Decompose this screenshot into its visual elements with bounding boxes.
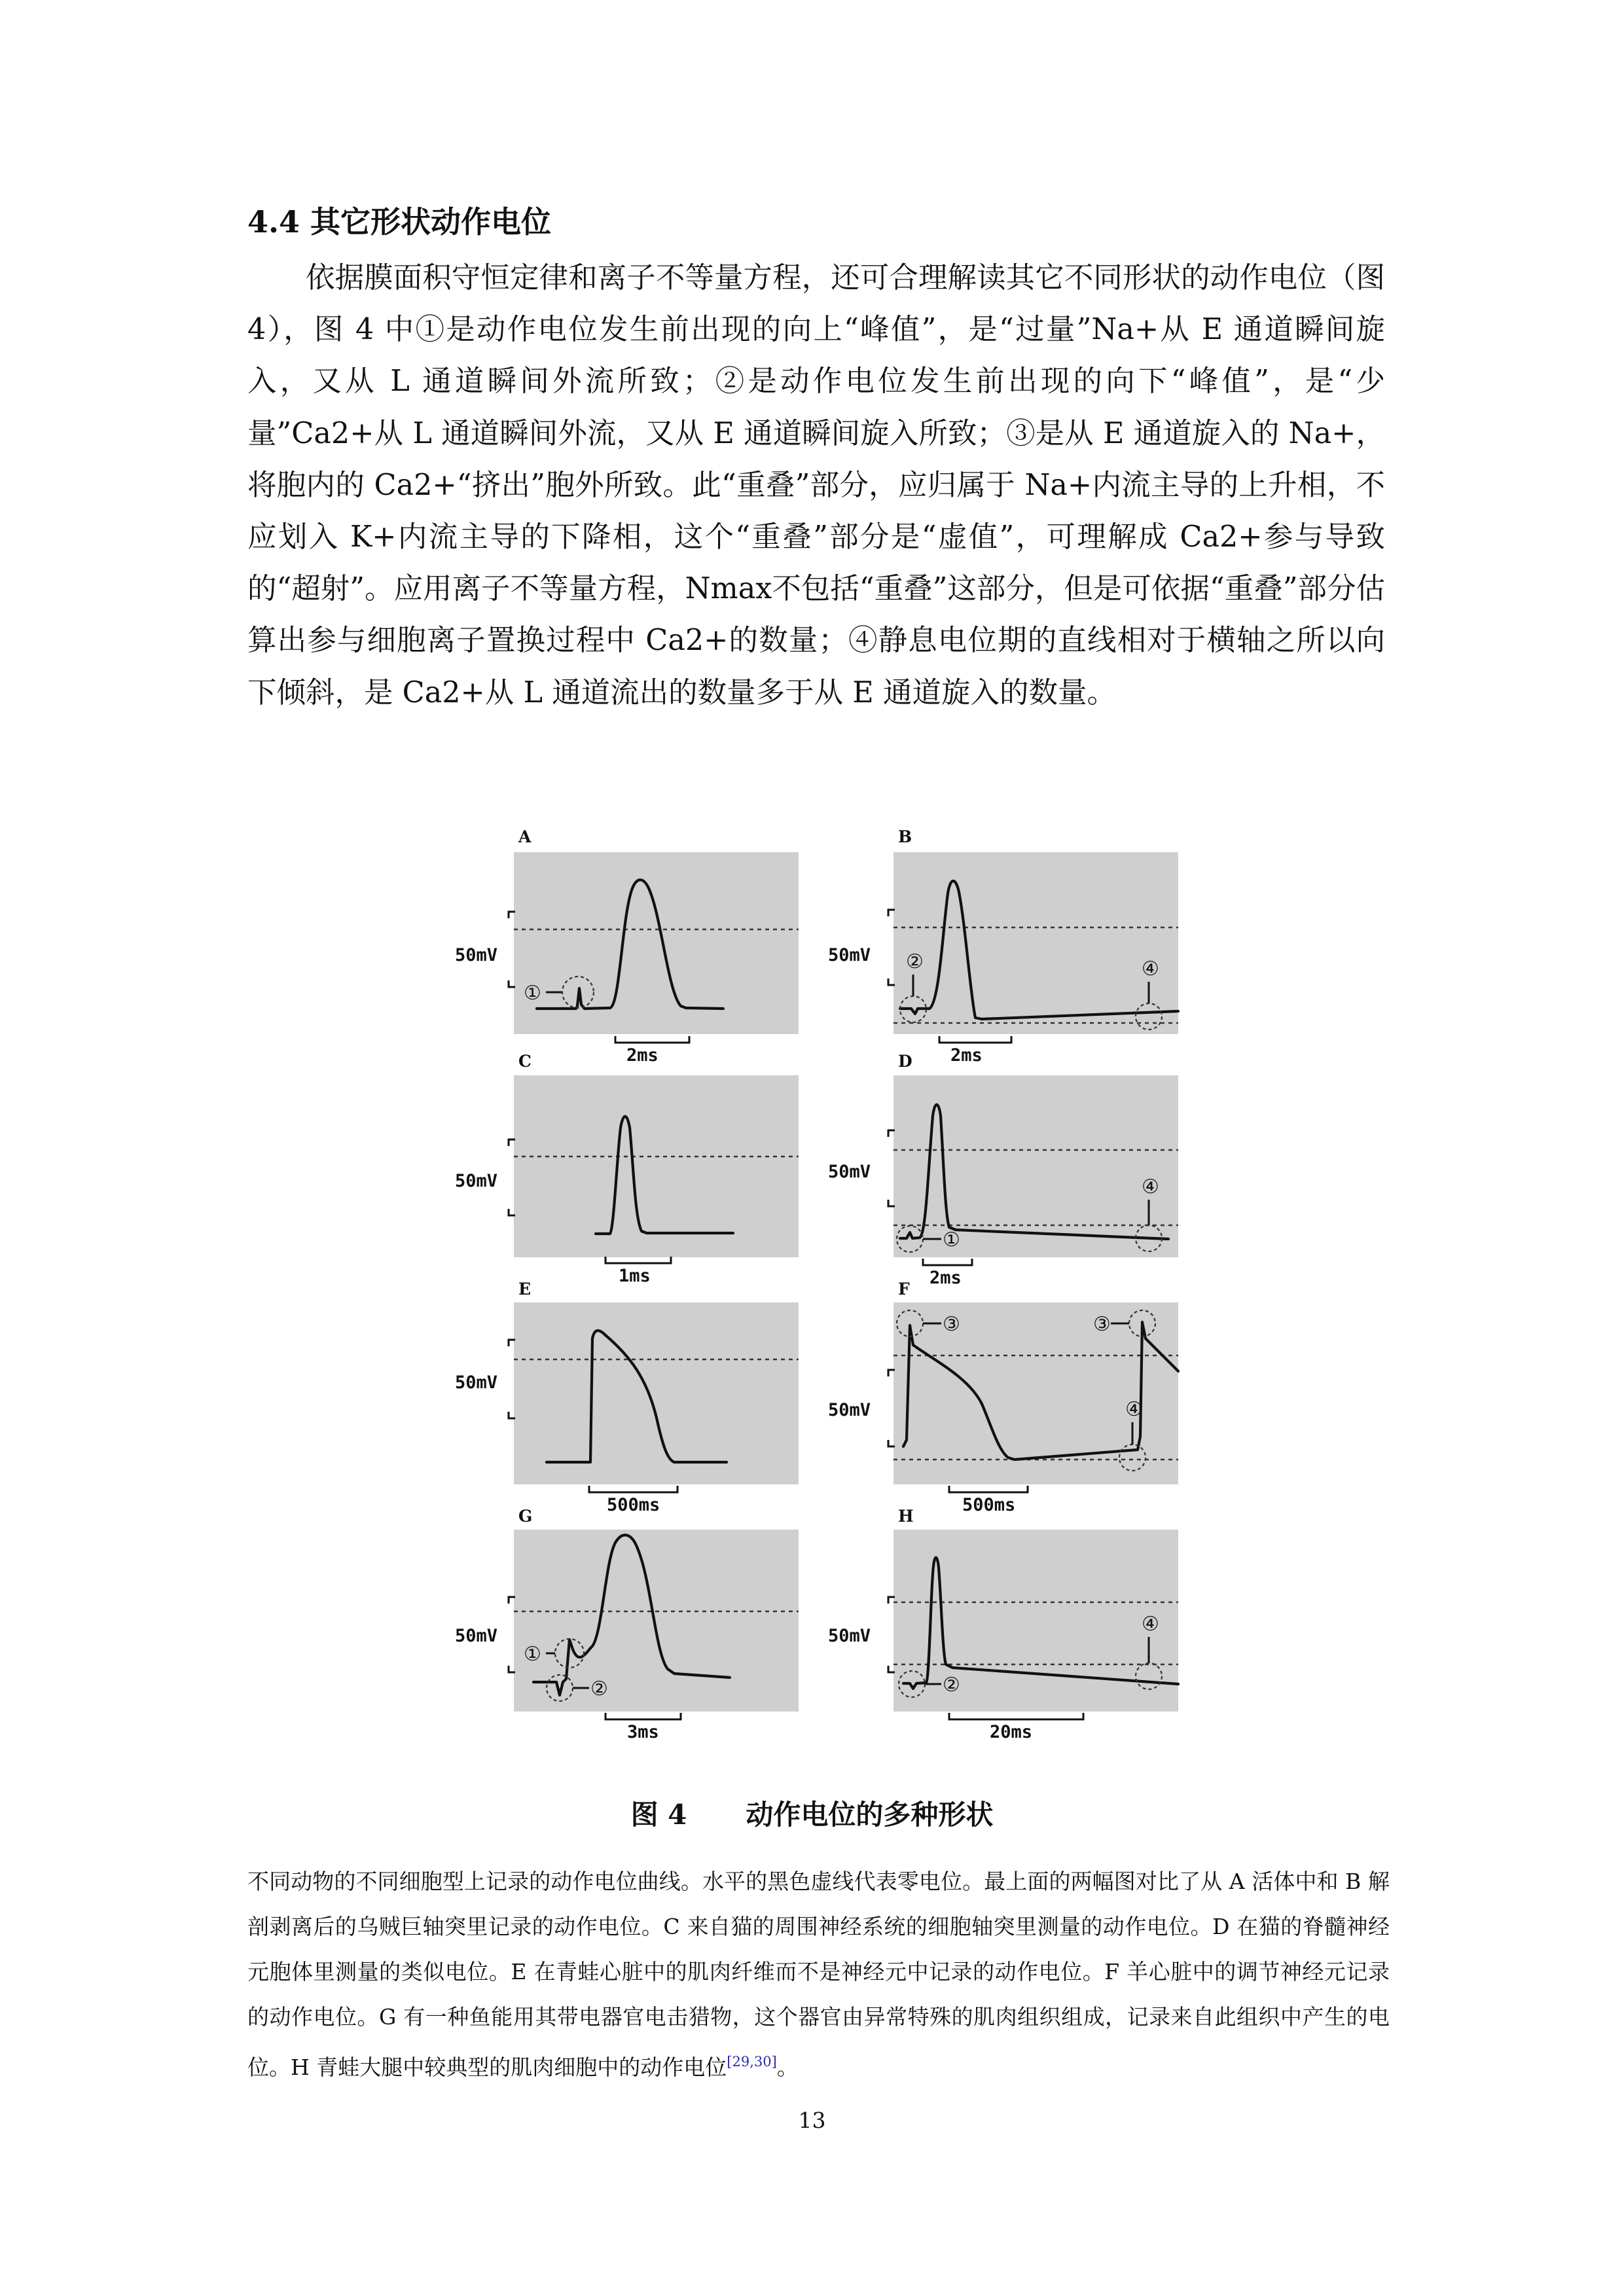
time-bracket-c — [605, 1257, 671, 1263]
panel-label-h: H — [898, 1507, 914, 1526]
panel-a — [455, 827, 799, 1066]
figure-note-text: 不同动物的不同细胞型上记录的动作电位曲线。水平的黑色虚线代表零电位。最上面的两幅图对比了从 A 活体中和 B 解剖剥离后的乌贼巨轴突里记录的动作电位。C 来自猫的周围神经系统的细胞轴突里测量的动作电位。D 在猫的脊髓神经元胞体里测量的类似电位。E 在青蛙心脏中的肌肉纤维而不是神经元中记录的动作电位。F 羊心脏中的调节神经元记录的动作电位。G 有一种鱼能用其带电器官电击猎物，这个器官由异常特殊的肌肉组织组成，记录来自此组织中产生的电位。H 青蛙大腿中较典型的肌肉细胞中的动作电位 — [247, 1869, 1390, 2080]
figure-note-end: 。 — [776, 2054, 799, 2080]
mark-f-3a: ③ — [943, 1313, 960, 1336]
time-bracket-f — [949, 1486, 1028, 1492]
panel-d-background — [893, 1075, 1178, 1257]
panel-d — [828, 1052, 1178, 1288]
mark-b-2: ② — [906, 950, 924, 973]
voltage-scale-f: 50mV — [828, 1400, 871, 1420]
voltage-scale-b: 50mV — [828, 945, 871, 965]
panel-a-background — [514, 852, 799, 1034]
figure-number: 图 4 — [630, 1799, 687, 1831]
time-bracket-h — [949, 1713, 1083, 1719]
time-bracket-d — [923, 1259, 972, 1265]
figure-caption — [0, 1793, 1624, 1833]
time-scale-a: 2ms — [626, 1045, 659, 1066]
time-bracket-e — [589, 1486, 677, 1492]
figure-4 — [439, 815, 1191, 1770]
panel-label-d: D — [898, 1052, 912, 1071]
panel-b — [828, 827, 1178, 1066]
panel-label-e: E — [518, 1280, 532, 1299]
panel-c — [455, 1052, 799, 1286]
time-scale-b: 2ms — [950, 1045, 983, 1066]
voltage-scale-d: 50mV — [828, 1162, 871, 1182]
body-text — [247, 252, 1385, 719]
voltage-scale-e: 50mV — [455, 1372, 498, 1393]
section-title: 4.4 其它形状动作电位 — [247, 204, 552, 240]
time-bracket-b — [939, 1036, 1011, 1043]
panel-label-b: B — [898, 827, 912, 846]
panel-f — [828, 1280, 1178, 1515]
page-number: 13 — [798, 2108, 826, 2133]
citation-link[interactable]: [29,30] — [727, 2054, 777, 2070]
mark-h-2: ② — [943, 1674, 960, 1696]
mark-a-1: ① — [524, 982, 541, 1005]
panel-label-f: F — [898, 1280, 910, 1299]
mark-d-1: ① — [943, 1229, 960, 1251]
mark-d-4: ④ — [1142, 1175, 1159, 1198]
figure-title: 动作电位的多种形状 — [746, 1799, 994, 1831]
panel-g — [455, 1507, 799, 1742]
panel-label-c: C — [518, 1052, 532, 1071]
time-scale-g: 3ms — [627, 1722, 659, 1742]
time-scale-d: 2ms — [929, 1268, 962, 1288]
voltage-scale-a: 50mV — [455, 945, 498, 965]
mark-b-4: ④ — [1142, 958, 1159, 980]
mark-g-1: ① — [524, 1643, 541, 1666]
time-scale-h: 20ms — [990, 1722, 1033, 1742]
figure-note — [247, 1859, 1390, 2090]
mark-g-2: ② — [590, 1677, 608, 1700]
time-scale-c: 1ms — [619, 1266, 651, 1286]
panel-e — [455, 1280, 799, 1515]
voltage-scale-g: 50mV — [455, 1626, 498, 1646]
voltage-scale-h: 50mV — [828, 1626, 871, 1646]
body-paragraph: 依据膜面积守恒定律和离子不等量方程，还可合理解读其它不同形状的动作电位（图 4），图 4 中①是动作电位发生前出现的向上“峰值”，是“过量”Na+从 E 通道瞬间旋入，又从 L 通道瞬间外流所致；②是动作电位发生前出现的向下“峰值”，是“少量”Ca2+从 L 通道瞬间外流，又从 E 通道瞬间旋入所致；③是从 E 通道旋入的 Na+，将胞内的 Ca2+“挤出”胞外所致。此“重叠”部分，应归属于 Na+内流主导的上升相，不应划入 K+内流主导的下降相，这个“重叠”部分是“虚值”，可理解成 Ca2+参与导致的“超射”。应用离子不等量方程，Nmax不包括“重叠”这部分，但是可依据“重叠”部分估算出参与细胞离子置换过程中 Ca2+的数量；④静息电位期的直线相对于横轴之所以向下倾斜，是 Ca2+从 L 通道流出的数量多于从 E 通道旋入的数量。 — [247, 261, 1385, 709]
time-bracket-a — [615, 1036, 689, 1043]
voltage-scale-c: 50mV — [455, 1171, 498, 1191]
panel-e-background — [514, 1302, 799, 1484]
mark-h-4: ④ — [1142, 1613, 1159, 1636]
time-scale-e: 500ms — [607, 1495, 660, 1515]
panel-h — [828, 1507, 1178, 1742]
panel-label-a: A — [518, 827, 532, 846]
panel-c-background — [514, 1075, 799, 1257]
panel-b-background — [893, 852, 1178, 1034]
time-scale-f: 500ms — [962, 1495, 1016, 1515]
mark-f-3b: ③ — [1093, 1313, 1111, 1336]
mark-f-4: ④ — [1125, 1398, 1143, 1421]
panel-label-g: G — [518, 1507, 533, 1526]
time-bracket-g — [605, 1713, 681, 1719]
